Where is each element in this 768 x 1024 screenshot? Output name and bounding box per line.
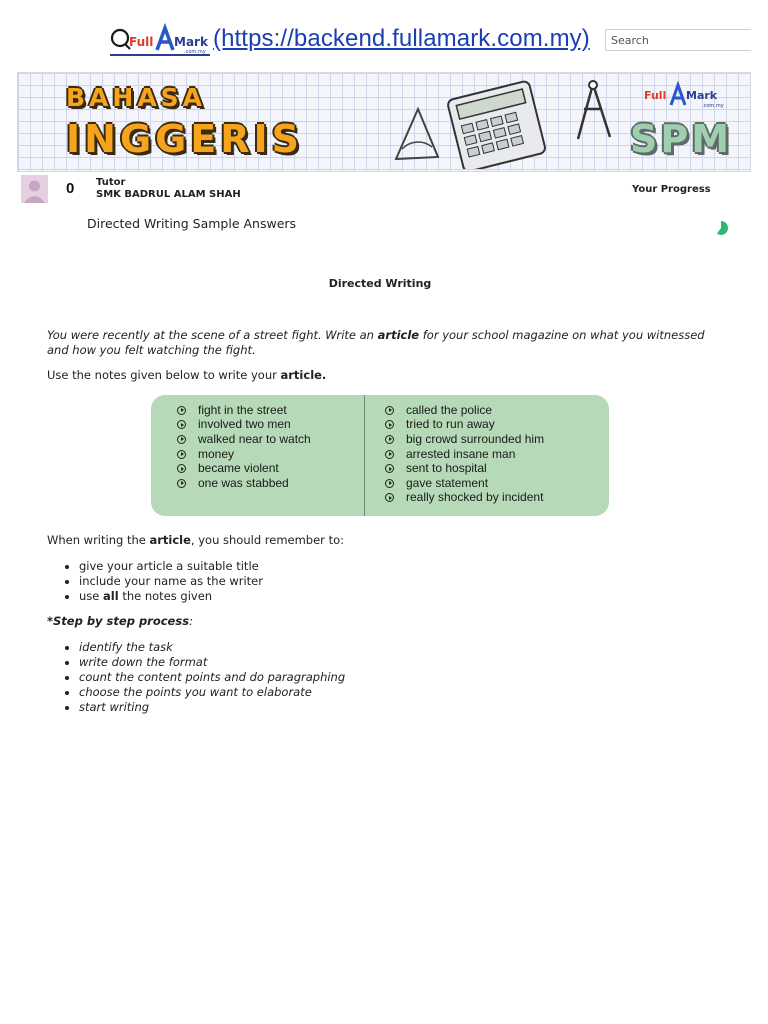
- note-text: one was stabbed: [198, 475, 289, 490]
- note-item: [385, 432, 544, 447]
- top-bar: [0, 0, 768, 70]
- avatar[interactable]: [21, 175, 48, 203]
- banner-title-line2: INGGERIS: [66, 117, 304, 161]
- list-item: • write down the format: [79, 655, 345, 670]
- remember-list: [47, 559, 263, 604]
- note-text: involved two men: [198, 417, 291, 432]
- svg-text:Mark: Mark: [686, 89, 718, 102]
- list-item: • count the content points and do paragraphing: [79, 670, 345, 685]
- process-list: [47, 640, 345, 715]
- notes-list-right: [385, 403, 544, 505]
- task-instruction: You were recently at the scene of a street fight. Write an article for your school magazine on what you witnessed and how you felt watching the fight.: [47, 328, 705, 357]
- note-text: really shocked by incident: [406, 490, 544, 505]
- note-item: [177, 418, 311, 433]
- progress-pie-icon: [713, 220, 729, 236]
- play-bullet-icon: [177, 479, 186, 488]
- process-heading: *Step by step process:: [47, 614, 193, 628]
- play-bullet-icon: [385, 406, 394, 415]
- svg-text:Mark: Mark: [174, 35, 208, 49]
- note-item: [385, 418, 544, 433]
- note-text: called the police: [406, 402, 493, 417]
- list-item: • include your name as the writer: [79, 574, 263, 589]
- like-count: 0: [66, 180, 75, 197]
- note-item: [177, 432, 311, 447]
- play-bullet-icon: [177, 420, 186, 429]
- note-item: [385, 476, 544, 491]
- play-bullet-icon: [385, 493, 394, 502]
- list-item: • give your article a suitable title: [79, 559, 263, 574]
- note-text: tried to run away: [406, 417, 495, 432]
- note-item: [177, 476, 311, 491]
- banner-spm-badge: SPM: [630, 117, 733, 161]
- note-text: big crowd surrounded him: [406, 431, 545, 446]
- note-item: [385, 461, 544, 476]
- tutor-name: SMK BADRUL ALAM SHAH: [96, 189, 241, 200]
- svg-text:.com.my: .com.my: [702, 103, 724, 109]
- note-item: [177, 447, 311, 462]
- note-text: fight in the street: [198, 402, 287, 417]
- svg-text:.com.my: .com.my: [184, 49, 206, 55]
- banner-fullamark-logo-icon: [644, 81, 728, 109]
- list-item: • identify the task: [79, 640, 345, 655]
- fullamark-logo-icon: [110, 22, 210, 56]
- tutor-meta-row: [0, 174, 768, 206]
- calculator-protractor-compass-icon: [388, 79, 618, 169]
- use-notes-instruction: Use the notes given below to write your article.: [47, 368, 327, 382]
- play-bullet-icon: [385, 464, 394, 473]
- notes-list-left: [177, 403, 311, 491]
- play-bullet-icon: [385, 420, 394, 429]
- note-item: [177, 403, 311, 418]
- progress-label: Your Progress: [632, 184, 711, 195]
- note-text: arrested insane man: [406, 446, 516, 461]
- document-title: Directed Writing: [328, 277, 432, 290]
- page-title: Directed Writing Sample Answers: [87, 216, 297, 231]
- note-item: [385, 447, 544, 462]
- note-text: sent to hospital: [406, 461, 487, 476]
- subject-banner: [17, 72, 751, 172]
- note-text: money: [198, 446, 235, 461]
- notes-divider: [364, 395, 365, 516]
- tutor-label: Tutor: [96, 177, 126, 188]
- note-item: [385, 491, 544, 506]
- svg-text:Full: Full: [129, 35, 154, 49]
- banner-title-line1: BAHASA: [66, 83, 207, 112]
- note-item: [177, 461, 311, 476]
- play-bullet-icon: [177, 435, 186, 444]
- note-text: became violent: [198, 461, 279, 476]
- note-item: [385, 403, 544, 418]
- notes-panel: [151, 395, 609, 516]
- note-text: walked near to watch: [198, 431, 311, 446]
- search-input[interactable]: [605, 29, 751, 51]
- play-bullet-icon: [385, 479, 394, 488]
- play-bullet-icon: [177, 450, 186, 459]
- note-text: gave statement: [406, 475, 489, 490]
- list-item: • start writing: [79, 700, 345, 715]
- remember-instruction: When writing the article, you should remember to:: [47, 533, 344, 547]
- svg-text:Full: Full: [644, 89, 667, 102]
- site-url-link[interactable]: (https://backend.fullamark.com.my): [213, 25, 590, 52]
- user-avatar-icon: [21, 175, 48, 203]
- list-item: • use all the notes given: [79, 589, 263, 604]
- play-bullet-icon: [385, 435, 394, 444]
- site-logo-link[interactable]: [110, 22, 590, 56]
- play-bullet-icon: [385, 450, 394, 459]
- play-bullet-icon: [177, 464, 186, 473]
- list-item: • choose the points you want to elaborate: [79, 685, 345, 700]
- play-bullet-icon: [177, 406, 186, 415]
